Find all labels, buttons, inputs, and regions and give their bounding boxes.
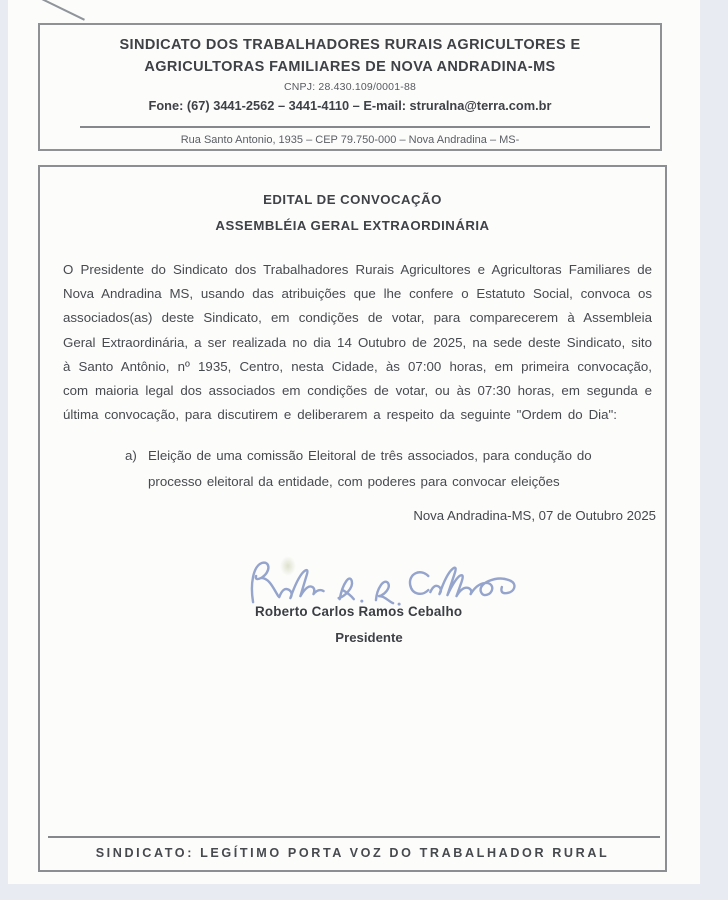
letterhead-box — [38, 23, 662, 151]
footer-divider — [48, 836, 660, 838]
org-address: Rua Santo Antonio, 1935 – CEP 79.750-000 – Nova Andradina – MS- — [180, 134, 520, 146]
org-phone-email: Fone: (67) 3441-2562 – 3441-4110 – E-mail: struralna@terra.com.br — [148, 98, 552, 113]
notice-body-paragraph: O Presidente do Sindicato dos Trabalhadores Rurais Agricultores e Agricultoras Familiares de Nova Andradina MS, usando das atribuições que lhe confere o Estatuto Social, convoca os associados(as) deste Sindicato, em condições de votar, para comparecerem à Assembleia Geral Extraordinária, a ser realizada no dia 14 Outubro de 2025, na sede deste Sindicato, sito à Santo Antônio, nº 1935, Centro, nesta Cidade, às 07:00 horas, em primeira convocação, com maioria legal dos associados em condições de votar, ou às 07:30 horas, em segunda e última convocação, para discutirem e deliberarem a respeito da seguinte "Ordem do Dia": — [63, 262, 652, 423]
org-name-line1: SINDICATO DOS TRABALHADORES RURAIS AGRICULTORES E — [119, 37, 581, 53]
org-cnpj: CNPJ: 28.430.109/0001-88 — [283, 81, 417, 93]
notice-box — [38, 165, 667, 872]
org-name-line2: AGRICULTORAS FAMILIARES DE NOVA ANDRADINA-MS — [144, 59, 556, 75]
scan-artifact-mark — [39, 0, 85, 21]
signatory-role: Presidente — [335, 630, 403, 645]
document-page — [8, 0, 700, 884]
notice-title — [40, 187, 665, 239]
notice-title-line2: ASSEMBLÉIA GERAL EXTRAORDINÁRIA — [215, 218, 490, 233]
agenda-item — [125, 443, 623, 494]
agenda-item-marker: a) — [125, 448, 137, 464]
notice-title-line1: EDITAL DE CONVOCAÇÃO — [263, 192, 442, 207]
letterhead-divider — [80, 126, 650, 128]
footer-slogan: SINDICATO: LEGÍTIMO PORTA VOZ DO TRABALHADOR RURAL — [95, 846, 610, 860]
place-date-line: Nova Andradina-MS, 07 de Outubro 2025 — [413, 508, 656, 524]
agenda-item-text: Eleição de uma comissão Eleitoral de três associados, para condução do processo eleitoral da entidade, com poderes para convocar eleições — [148, 448, 592, 489]
signatory-name: Roberto Carlos Ramos Cebalho — [255, 604, 463, 619]
